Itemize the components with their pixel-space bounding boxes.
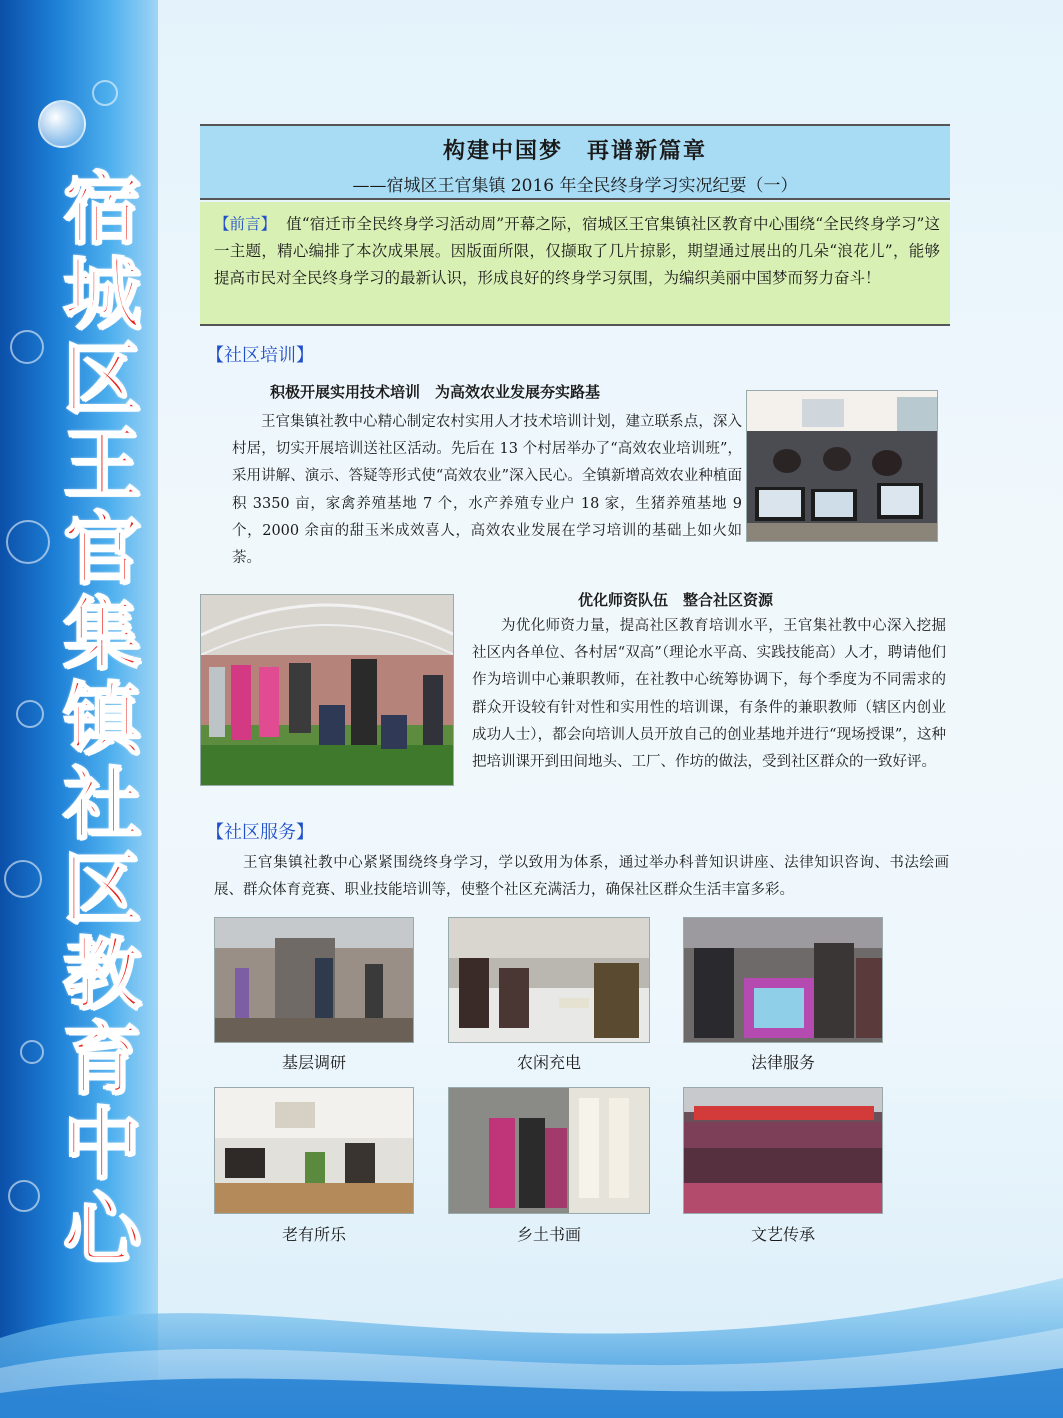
- bubble-decoration: [20, 1040, 44, 1064]
- photo-greenhouse-visit: [200, 594, 454, 786]
- banner-char: 镇: [62, 675, 141, 765]
- page-header: [200, 124, 950, 200]
- banner-char: 心: [62, 1185, 141, 1275]
- section-title-service: 【社区服务】: [206, 822, 314, 843]
- photo-caption: 文艺传承: [750, 1225, 815, 1244]
- banner-char: 宿: [62, 165, 141, 255]
- banner-char: 区: [62, 335, 141, 425]
- article-title: 积极开展实用技术培训 为高效农业发展夯实路基: [270, 383, 601, 401]
- article-paragraph: 王官集镇社教中心精心制定农村实用人才技术培训计划，建立联系点，深入村居，切实开展培训送社区活动。先后在 13 个村居举办了“高效农业培训班”，采用讲解、演示、答疑等形式使“高效农业”深入民心。全镇新增高效农业种植面积 3350 亩，家禽养殖基地 7 个，水产养殖专业户 18 家，生猪养殖基地 9 个，2000 余亩的甜玉米成效喜人，高效农业发展在学习培训的基础上如火如荼。: [232, 414, 742, 567]
- photo-legal-service: [683, 917, 883, 1043]
- photo-slack-season-study: [448, 917, 650, 1043]
- article-paragraph: 为优化师资力量，提高社区教育培训水平，王官集社教中心深入挖掘社区内各单位、各村居“双高”（理论水平高、实践技能高）人才，聘请他们作为培训中心兼职教师，在社教中心统筹协调下，每个季度为不同需求的群众开设较有针对性和实用性的培训课，有条件的兼职教师（辖区内创业成功人士），都会向培训人员开放自己的创业基地并进行“现场授课”，这种把培训课开到田间地头、工厂、作坊的做法，受到社区群众的一致好评。: [472, 618, 946, 771]
- preface-tag: 【前言】: [214, 215, 277, 233]
- photo-computer-training: [746, 390, 938, 542]
- banner-char: 集: [62, 590, 141, 680]
- photo-grassroots-research: [214, 917, 414, 1043]
- banner-char: 中: [62, 1100, 141, 1190]
- banner-char: 城: [62, 250, 141, 340]
- bubble-decoration: [38, 100, 86, 148]
- page-title: 构建中国梦 再谱新篇章: [442, 138, 707, 164]
- banner-char: 教: [62, 930, 141, 1020]
- bubble-decoration: [10, 330, 44, 364]
- bubble-decoration: [8, 1180, 40, 1212]
- banner-title: [52, 165, 152, 1275]
- photo-elderly-leisure: [214, 1087, 414, 1214]
- bubble-decoration: [4, 860, 42, 898]
- banner-char: 官: [62, 505, 141, 595]
- bubble-decoration: [16, 700, 44, 728]
- article-body: [472, 613, 946, 776]
- service-body: [214, 850, 949, 904]
- article-title: 优化师资队伍 整合社区资源: [578, 591, 774, 609]
- photo-caption: 农闲充电: [516, 1053, 581, 1072]
- preface-box: [200, 202, 950, 326]
- banner-char: 社: [62, 760, 141, 850]
- photo-caption: 基层调研: [281, 1053, 346, 1072]
- photo-art-heritage: [683, 1087, 883, 1214]
- banner-char: 区: [62, 845, 141, 935]
- bottom-wave-decoration: [0, 1218, 1063, 1418]
- photo-caption: 乡土书画: [516, 1225, 581, 1244]
- article-body: [232, 409, 742, 572]
- photo-local-calligraphy: [448, 1087, 650, 1214]
- preface-text: 值“宿迁市全民终身学习活动周”开幕之际，宿城区王官集镇社区教育中心围绕“全民终身学习”这一主题，精心编排了本次成果展。因版面所限，仅撷取了几片掠影，期望通过展出的几朵“浪花儿”，能够提高市民对全民终身学习的最新认识，形成良好的终身学习氛围，为编织美丽中国梦而努力奋斗！: [214, 215, 940, 287]
- photo-caption: 老有所乐: [281, 1225, 346, 1244]
- bubble-decoration: [6, 520, 50, 564]
- page-subtitle: ——宿城区王官集镇 2016 年全民终身学习实况纪要（一）: [352, 176, 798, 196]
- banner-char: 育: [62, 1015, 141, 1105]
- photo-caption: 法律服务: [750, 1053, 815, 1072]
- section-title-training: 【社区培训】: [206, 345, 314, 366]
- service-paragraph: 王官集镇社教中心紧紧围绕终身学习，学以致用为体系，通过举办科普知识讲座、法律知识咨询、书法绘画展、群众体育竞赛、职业技能培训等，使整个社区充满活力，确保社区群众生活丰富多彩。: [214, 855, 949, 899]
- bubble-decoration: [92, 80, 118, 106]
- banner-char: 王: [62, 420, 141, 510]
- side-banner: [0, 0, 158, 1418]
